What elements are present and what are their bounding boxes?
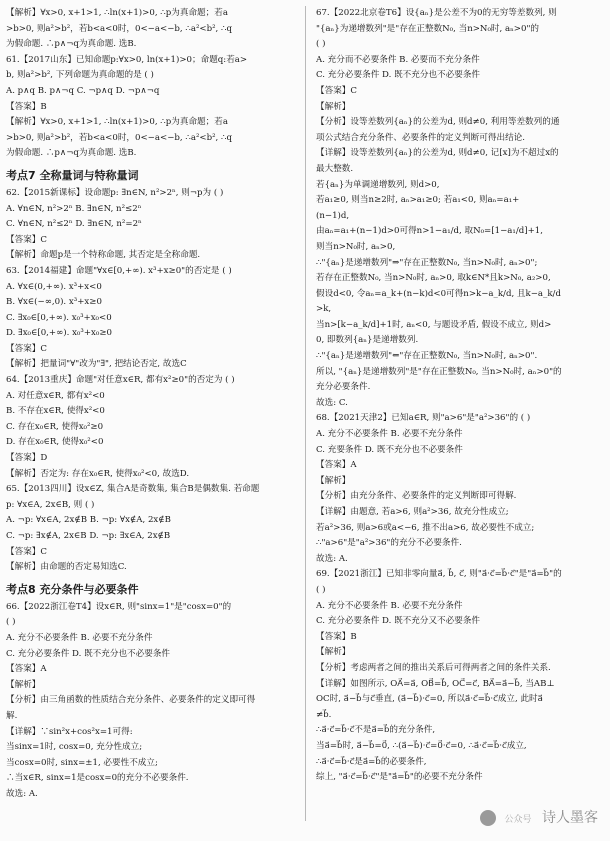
text-line: 【答案】D: [6, 453, 48, 464]
text-line: 【答案】C: [6, 343, 47, 354]
text-line: 【解析】否定为: 存在x₀∈R, 使得x₀²<0, 故选D.: [6, 468, 190, 479]
text-line: 若{aₙ}为单调递增数列, 则d>0,: [316, 179, 440, 190]
text-line: 【解析】∀x>0, x+1>1, ∴ln(x+1)>0, ∴p为真命题；若a: [6, 117, 228, 128]
text-line: A. 充分不必要条件 B. 必要不充分条件: [6, 632, 153, 643]
text-line: 64.【2013重庆】命题"对任意x∈R, 都有x²≥0"的否定为 ( ): [6, 375, 235, 386]
text-line: 所以, "{aₙ}是递增数列"是"存在正整数N₀, 当n>N₀时, aₙ>0"的: [316, 366, 562, 377]
text-line: 若存在正整数N₀, 当n>N₀时, aₙ>0, 取k∈N*且k>N₀, a₂>0,: [316, 273, 551, 284]
text-line: 【答案】B: [316, 631, 357, 642]
text-line: 【答案】B: [6, 101, 47, 112]
text-line: B. ∀x∈(−∞,0). x³+x≥0: [6, 297, 102, 308]
text-line: 【详解】如图所示, OA⃗=a⃗, OB⃗=b⃗, OC⃗=c⃗, BA⃗=a⃗−b⃗, 当AB⊥: [316, 678, 555, 689]
text-line: 69.【2021浙江】已知非零向量a⃗, b⃗, c⃗, 则"a⃗·c⃗=b⃗·c⃗"是"a⃗=b⃗"的: [316, 569, 562, 580]
text-line: 故选: C.: [316, 397, 348, 408]
text-line: A. ∀n∈N, n²>2ⁿ B. ∃n∈N, n²≤2ⁿ: [6, 203, 142, 214]
text-line: ∴"{aₙ}是递增数列"⇒"存在正整数N₀, 当n>N₀时, aₙ>0";: [316, 257, 538, 268]
text-line: ∴"a>6"是"a²>36"的充分不必要条件.: [316, 538, 462, 549]
text-line: >b>0, 则a²>b²，若b<a<0时，0<−a<−b, ∴a²<b², ∴q: [6, 23, 232, 34]
text-line: D. 存在x₀∈R, 使得x₀²<0: [6, 437, 104, 448]
text-line: 则当n>N₀时, aₙ>0,: [316, 241, 396, 252]
text-line: 67.【2022北京卷T6】设{aₙ}是公差不为0的无穷等差数列, 则: [316, 8, 557, 18]
text-line: 为假命题. ∴p∧¬q为真命题. 选B.: [6, 39, 137, 50]
text-line: 【答案】A: [6, 664, 47, 675]
text-line: 当cosx=0时, sinx=±1, 必要性不成立;: [6, 757, 158, 768]
text-line: 0, 即数列{aₙ}是递增数列.: [316, 335, 419, 346]
text-line: A. 充分不必要条件 B. 必要不充分条件: [316, 600, 463, 611]
text-line: ∴当x∈R, sinx=1是cosx=0的充分不必要条件.: [6, 773, 189, 784]
text-line: 【详解】由题意, 若a>6, 则a²>36, 故充分性成立;: [316, 507, 509, 517]
text-line: C. ∃x₀∈[0,+∞). x₀³+x₀<0: [6, 312, 112, 323]
text-line: C. 充分必要条件 D. 既不充分又不必要条件: [316, 616, 481, 627]
text-line: 【分析】设等差数列{aₙ}的公差为d, 则d≠0, 利用等差数列的通: [316, 117, 560, 128]
text-line: ( ): [316, 584, 326, 595]
text-line: A. 对任意x∈R, 都有x²<0: [6, 390, 105, 401]
text-line: C. 存在x₀∈R, 使得x₀²≥0: [6, 421, 104, 432]
text-line: (n−1)d,: [316, 210, 350, 221]
text-line: 当n>[k−a_k/d]+1时, aₙ<0, 与题设矛盾, 假设不成立, 则d>: [316, 319, 552, 330]
text-line: 65.【2013四川】设x∈Z, 集合A是奇数集, 集合B是偶数集. 若命题: [6, 484, 260, 495]
text-line: A. 充分而不必要条件 B. 必要而不充分条件: [316, 54, 480, 65]
text-line: A. p∧q B. p∧¬q C. ¬p∧q D. ¬p∧¬q: [6, 85, 160, 96]
section-heading: 考点8 充分条件与必要条件: [6, 582, 139, 596]
watermark: [480, 807, 598, 827]
text-line: 【解析】: [6, 679, 41, 690]
text-line: b, 则a²>b², 下列命题为真命题的是 ( ): [6, 70, 154, 81]
text-line: 由aₙ=a₁+(n−1)d>0可得n>1−a₁/d, 取N₀=[1−a₁/d]+1,: [316, 226, 544, 237]
text-line: 【解析】: [316, 475, 351, 486]
text-line: 解.: [6, 710, 18, 721]
text-line: A. 充分不必要条件 B. 必要不充分条件: [316, 429, 463, 440]
text-line: 【分析】由三角函数的性质结合充分条件、必要条件的定义即可得: [6, 695, 256, 706]
text-line: 【解析】: [316, 647, 351, 658]
text-line: 综上, "a⃗·c⃗=b⃗·c⃗"是"a⃗=b⃗"的必要不充分条件: [316, 772, 483, 783]
text-line: 【解析】: [316, 101, 351, 112]
text-line: 【解析】由命题的否定易知选C.: [6, 562, 127, 573]
text-line: >b>0, 则a²>b²，若b<a<0时，0<−a<−b, ∴a²<b², ∴q: [6, 132, 232, 143]
text-line: 【答案】C: [316, 85, 357, 96]
text-line: "{aₙ}为递增数列"是"存在正整数N₀, 当n>N₀时, aₙ>0"的: [316, 23, 540, 34]
text-line: 【分析】由充分条件、必要条件的定义判断即可得解.: [316, 491, 517, 502]
text-line: ≠b⃗.: [316, 709, 332, 720]
text-line: p: ∀x∈A, 2x∈B, 则 ( ): [6, 499, 95, 510]
text-line: A. ∀x∈(0,+∞). x³+x<0: [6, 281, 102, 292]
text-line: 故选: A.: [316, 553, 348, 564]
text-line: ( ): [6, 617, 16, 628]
text-line: C. 充分必要条件 D. 既不充分也不必要条件: [316, 70, 481, 81]
text-line: 【答案】A: [316, 460, 357, 471]
text-line: >k,: [316, 304, 332, 315]
text-line: 63.【2014福建】命题"∀x∈[0,+∞). x³+x≥0"的否定是 ( ): [6, 265, 232, 276]
text-line: ∴"{aₙ}是递增数列"⇐"存在正整数N₀, 当n>N₀时, aₙ>0".: [316, 351, 538, 362]
text-line: C. 充分必要条件 D. 既不充分也不必要条件: [6, 648, 171, 659]
text-line: C. ∀n∈N, n²≤2ⁿ D. ∃n∈N, n²=2ⁿ: [6, 219, 142, 230]
text-line: 66.【2022浙江卷T4】设x∈R, 则"sinx=1"是"cosx=0"的: [6, 601, 232, 612]
text-line: 为假命题. ∴p∧¬q为真命题. 选B.: [6, 148, 137, 159]
text-line: ∴a⃗·c⃗=b⃗·c⃗不是a⃗=b⃗的充分条件,: [316, 725, 436, 736]
text-line: 【解析】把量词"∀"改为"∃", 把结论否定, 故选C: [6, 359, 187, 370]
text-line: 当sinx=1时, cosx=0, 充分性成立;: [6, 742, 143, 753]
text-line: C. 充要条件 D. 既不充分也不必要条件: [316, 444, 463, 455]
watermark-text: 诗人墨客: [542, 810, 598, 826]
text-line: 【答案】C: [6, 546, 47, 557]
section-heading: 考点7 全称量词与特称量词: [6, 168, 139, 182]
text-line: A. ¬p: ∀x∈A, 2x∉B B. ¬p: ∀x∉A, 2x∉B: [6, 515, 171, 526]
watermark-small: 公众号: [504, 815, 532, 825]
text-line: 【解析】命题p是一个特称命题, 其否定是全称命题.: [6, 250, 201, 261]
left-column: [6, 6, 296, 803]
text-line: 若a₁≥0, 则当n≥2时, aₙ>a₁≥0; 若a₁<0, 则aₙ=a₁+: [316, 195, 520, 206]
text-line: ( ): [316, 39, 326, 50]
text-line: 若a²>36, 则a>6或a<−6, 推不出a>6, 故必要性不成立;: [316, 522, 535, 533]
text-line: 【详解】∵sin²x+cos²x=1可得:: [6, 726, 133, 737]
text-line: 68.【2021天津2】已知a∈R, 则"a>6"是"a²>36"的 ( ): [316, 413, 531, 424]
text-line: ∴a⃗·c⃗=b⃗·c⃗是a⃗=b⃗的必要条件,: [316, 756, 427, 767]
text-line: 【详解】设等差数列{aₙ}的公差为d, 则d≠0, 记[x]为不超过x的: [316, 148, 559, 159]
text-line: 【答案】C: [6, 234, 47, 245]
text-line: 项公式结合充分条件、必要条件的定义判断可得出结论.: [316, 132, 525, 143]
column-divider: [305, 6, 306, 821]
text-line: B. 不存在x∈R, 使得x²<0: [6, 406, 105, 417]
text-line: 【解析】∀x>0, x+1>1, ∴ln(x+1)>0, ∴p为真命题；若a: [6, 8, 228, 18]
text-line: 【分析】考虑两者之间的推出关系后可得两者之间的条件关系.: [316, 662, 551, 673]
text-line: 当a⃗=b⃗时, a⃗−b⃗=0⃗, ∴(a⃗−b⃗)·c⃗=0⃗·c⃗=0, ∴a⃗·c⃗=b⃗·c⃗成立,: [316, 740, 527, 751]
text-line: 故选: A.: [6, 788, 38, 799]
text-line: D. ∃x₀∈[0,+∞). x₀³+x₀≥0: [6, 328, 112, 339]
text-line: 62.【2015新课标】设命题p: ∃n∈N, n²>2ⁿ, 则¬p为 ( ): [6, 187, 224, 198]
right-column: [316, 6, 606, 786]
text-line: 假设d<0, 令aₙ=a_k+(n−k)d<0可得n>k−a_k/d, 且k−a_k/d: [316, 288, 561, 299]
text-line: 充分必要条件.: [316, 382, 371, 393]
text-line: 61.【2017山东】已知命题p:∀x>0, ln(x+1)>0；命题q:若a>: [6, 54, 248, 65]
text-line: OC时, a⃗−b⃗与c⃗垂直, (a⃗−b⃗)·c⃗=0, 所以a⃗·c⃗=b⃗·c⃗成立, 此时a⃗: [316, 694, 543, 705]
text-line: C. ¬p: ∃x∉A, 2x∈B D. ¬p: ∃x∈A, 2x∉B: [6, 531, 171, 541]
text-line: 最大整数.: [316, 163, 354, 174]
wechat-logo-icon: [480, 810, 496, 826]
